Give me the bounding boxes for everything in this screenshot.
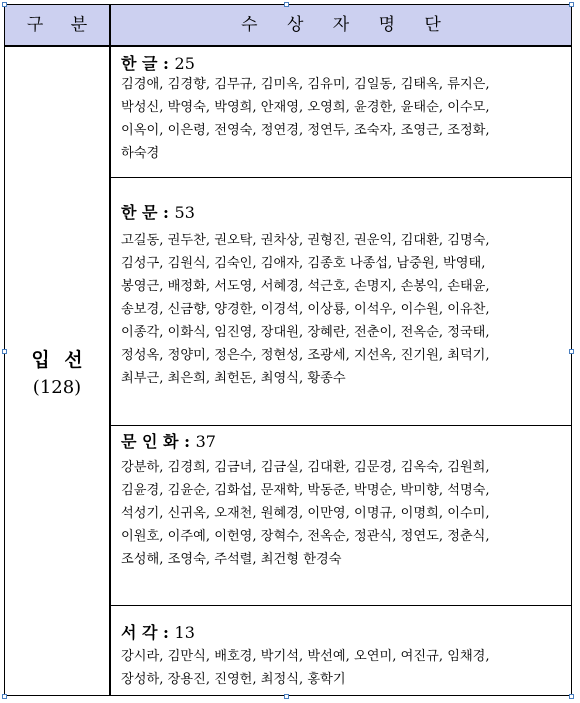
section-title-label: 한 글 : <box>121 54 175 73</box>
name-line: 정성옥, 정양미, 정은수, 정현성, 조광세, 지선옥, 진기원, 최덕기, <box>121 348 490 363</box>
name-line: 하숙경 <box>121 146 160 161</box>
section-title <box>121 51 195 74</box>
name-line: 김경애, 김경향, 김무규, 김미옥, 김유미, 김일동, 김태옥, 류지은, <box>121 77 490 92</box>
header-category: 구 분 <box>5 5 111 45</box>
section-hanmun <box>111 178 571 426</box>
resize-handle-bottom-right[interactable] <box>569 694 574 699</box>
name-line: 강분하, 김경희, 김금녀, 김금실, 김대환, 김문경, 김옥숙, 김원희, <box>121 460 490 475</box>
name-line: 이종각, 이화식, 임진영, 장대원, 장혜란, 전춘이, 전옥순, 정국태, <box>121 325 490 340</box>
category-cell <box>5 47 111 695</box>
name-list <box>121 229 567 390</box>
section-title-label: 문 인 화 : <box>121 432 196 451</box>
name-line: 이원호, 이주예, 이헌영, 장혁수, 전옥순, 정관식, 정연도, 정춘식, <box>121 529 490 544</box>
resize-handle-bottom[interactable] <box>284 694 289 699</box>
name-line: 석성기, 신귀옥, 오재천, 원혜경, 이만영, 이명규, 이명희, 이수미, <box>121 506 490 521</box>
section-title-label: 서 각 : <box>121 623 175 642</box>
resize-handle-top[interactable] <box>284 2 289 7</box>
section-count: 53 <box>174 203 195 222</box>
resize-handle-top-right[interactable] <box>569 2 574 7</box>
section-title-label: 한 문 : <box>121 203 175 222</box>
section-seogak <box>111 606 571 695</box>
table-header <box>5 5 571 47</box>
name-line: 박성신, 박영숙, 박영희, 안재영, 오영희, 윤경한, 윤태순, 이수모, <box>121 100 490 115</box>
name-line: 김성구, 김원식, 김숙인, 김애자, 김종호 나종섭, 남중원, 박영태, <box>121 256 486 271</box>
name-line: 고길동, 권두찬, 권오탁, 권차상, 권형진, 권운익, 김대환, 김명숙, <box>121 233 490 248</box>
resize-handle-top-left[interactable] <box>2 2 7 7</box>
section-count: 25 <box>174 54 195 73</box>
section-count: 37 <box>195 432 216 451</box>
resize-handle-bottom-left[interactable] <box>2 694 7 699</box>
name-line: 장성하, 장용진, 진영헌, 최정식, 홍학기 <box>121 672 346 687</box>
section-title <box>121 429 216 452</box>
name-list <box>121 456 567 571</box>
name-line: 최부근, 최은희, 최헌돈, 최영식, 황종수 <box>121 371 346 386</box>
resize-handle-left[interactable] <box>2 349 7 354</box>
name-line: 이옥이, 이은령, 전영숙, 정연경, 정연두, 조숙자, 조영근, 조정화, <box>121 123 490 138</box>
category-count: (128) <box>32 377 82 398</box>
section-count: 13 <box>174 623 195 642</box>
name-line: 조성해, 조영숙, 주석렬, 최건형 한경숙 <box>121 552 342 567</box>
name-line: 강시라, 김만식, 배호경, 박기석, 박선예, 오연미, 여진규, 임채경, <box>121 649 490 664</box>
section-munin-hwa <box>111 426 571 606</box>
section-title <box>121 200 195 223</box>
name-line: 김윤경, 김윤순, 김화섭, 문재학, 박동준, 박명순, 박미향, 석명숙, <box>121 483 490 498</box>
resize-handle-right[interactable] <box>569 349 574 354</box>
name-list <box>121 645 567 691</box>
name-line: 송보경, 신금향, 양경한, 이경석, 이상룡, 이석우, 이수원, 이유찬, <box>121 302 490 317</box>
section-title <box>121 620 195 643</box>
name-list <box>121 73 567 165</box>
category-name: 입 선 <box>31 349 83 371</box>
header-winners: 수 상 자 명 단 <box>241 15 441 35</box>
section-hangeul <box>111 47 571 178</box>
name-line: 봉영근, 배정화, 서도영, 서혜경, 석근호, 손명지, 손봉익, 손태윤, <box>121 279 490 294</box>
winners-table <box>4 4 572 696</box>
